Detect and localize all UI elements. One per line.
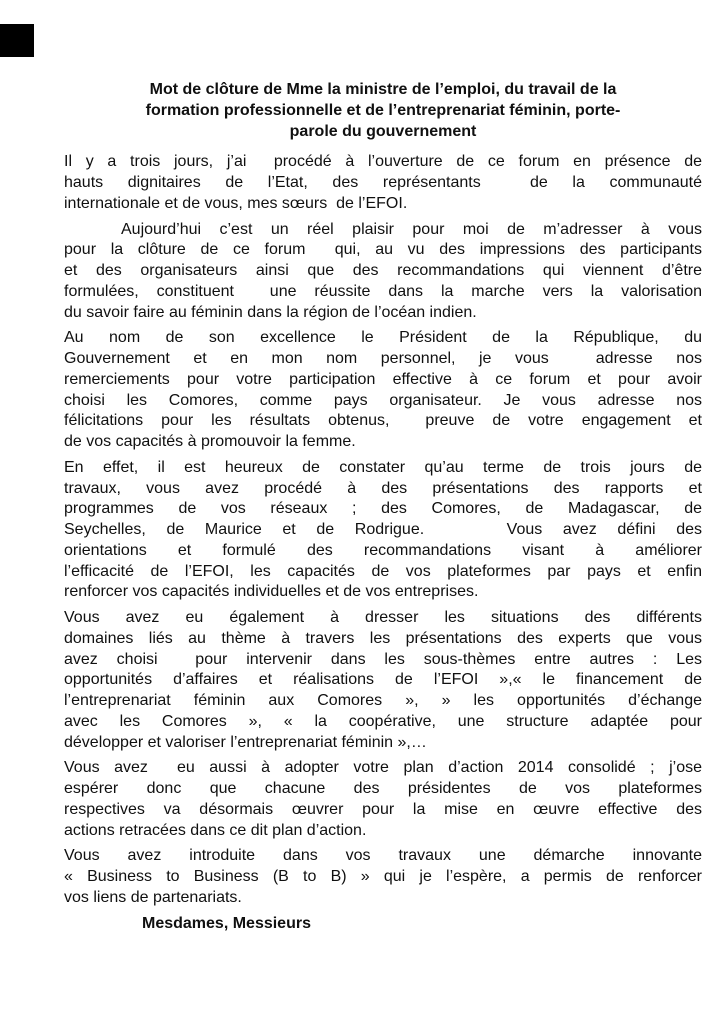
paragraph-business-to-business <box>64 846 702 908</box>
text-line: internationale et de vous, mes sœurs de l’EFOI. <box>64 194 408 212</box>
text-line: avez choisi pour intervenir dans les sous-thèmes entre autres : Les <box>64 650 702 668</box>
scan-artifact <box>0 24 34 57</box>
text-line: opportunités d’affaires et réalisations de l’EFOI »,« le financement de <box>64 671 702 689</box>
text-line: et des organisateurs ainsi que des recommandations qui viennent d’être <box>64 262 702 279</box>
text-line: programmes de vos réseaux ; des Comores, de Madagascar, de <box>64 500 702 518</box>
paragraph-action-plan <box>64 758 702 841</box>
document-title <box>64 80 702 142</box>
text-line: développer et valoriser l’entreprenariat féminin »,… <box>64 733 427 751</box>
paragraph-work-results <box>64 458 702 603</box>
text-line: l’efficacité de l’EFOI, les capacités de vos plateformes par pays et enfin <box>64 562 702 580</box>
paragraph-opening-forum <box>64 152 702 214</box>
paragraph-thanks <box>64 328 702 453</box>
text-line: Gouvernement et en mon nom personnel, je vous adresse nos <box>64 350 702 367</box>
text-line: orientations et formulé des recommandations visant à améliorer <box>64 541 702 559</box>
text-line: espérer donc que chacune des présidentes de vos plateformes <box>64 780 702 797</box>
paragraph-expert-presentations <box>64 608 702 753</box>
text-line: du savoir faire au féminin dans la région de l’océan indien. <box>64 303 477 321</box>
text-line: choisi les Comores, comme pays organisateur. Je vous adresse nos <box>64 391 702 409</box>
text-line: Seychelles, de Maurice et de Rodrigue. Vous avez défini des <box>64 521 702 538</box>
text-line: avec les Comores », « la coopérative, une structure adaptée pour <box>64 712 702 730</box>
text-line: Il y a trois jours, j’ai procédé à l’ouverture de ce forum en présence de <box>64 153 702 171</box>
text-line: domaines liés au thème à travers les présentations des experts que vous <box>64 629 702 647</box>
text-line: de vos capacités à promouvoir la femme. <box>64 433 356 450</box>
text-line: « Business to Business (B to B) » qui je l’espère, a permis de renforcer <box>64 868 702 885</box>
text-line: Vous avez eu aussi à adopter votre plan d’action 2014 consolidé ; j’ose <box>64 759 702 777</box>
text-line: formulées, constituent une réussite dans la marche vers la valorisation <box>64 282 702 300</box>
paragraph-closing-address <box>64 220 702 324</box>
text-line: remerciements pour votre participation effective à ce forum et pour avoir <box>64 370 702 388</box>
text-line: travaux, vous avez procédé à des présentations des rapports et <box>64 479 702 497</box>
document-content <box>64 0 702 934</box>
title-line: Mot de clôture de Mme la ministre de l’emploi, du travail de la <box>149 81 617 98</box>
title-line: parole du gouvernement <box>289 122 477 140</box>
text-line: actions retracées dans ce dit plan d’action. <box>64 821 367 839</box>
closing-salutation: Mesdames, Messieurs <box>142 914 311 932</box>
text-line: vos liens de partenariats. <box>64 888 242 906</box>
text-line: l’entreprenariat féminin aux Comores », » les opportunités d’échange <box>64 692 702 709</box>
text-line: pour la clôture de ce forum qui, au vu des impressions des participants <box>64 241 702 259</box>
text-line: renforcer vos capacités individuelles et de vos entreprises. <box>64 583 479 601</box>
text-line: Aujourd’hui c’est un réel plaisir pour moi de m’adresser à vous <box>121 220 702 238</box>
text-line: En effet, il est heureux de constater qu’au terme de trois jours de <box>64 458 702 476</box>
text-line: Vous avez introduite dans vos travaux une démarche innovante <box>64 847 702 865</box>
text-line: Au nom de son excellence le Président de la République, du <box>64 329 702 347</box>
text-line: hauts dignitaires de l’Etat, des représentants de la communauté <box>64 174 702 191</box>
title-line: formation professionnelle et de l’entreprenariat féminin, porte- <box>145 101 621 119</box>
text-line: Vous avez eu également à dresser les situations des différents <box>64 609 702 626</box>
text-line: félicitations pour les résultats obtenus, preuve de votre engagement et <box>64 412 702 430</box>
text-line: respectives va désormais œuvrer pour la mise en œuvre effective des <box>64 800 702 818</box>
